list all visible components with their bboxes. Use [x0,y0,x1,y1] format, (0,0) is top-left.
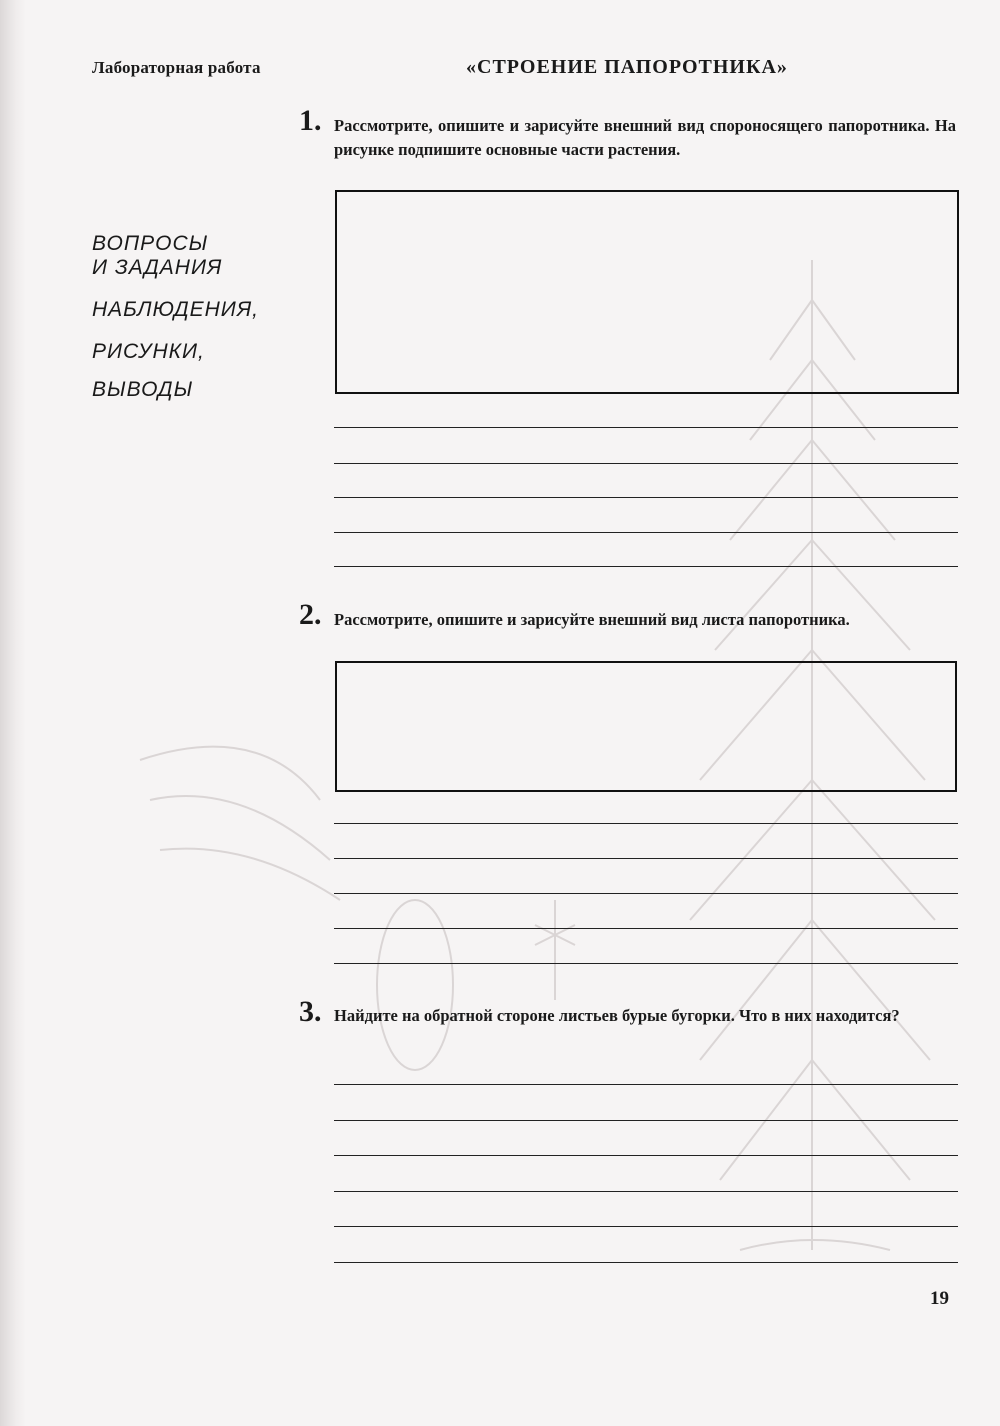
task-3-answer-line[interactable] [334,1084,958,1085]
task-1-answer-line[interactable] [334,532,958,533]
task-3-answer-line[interactable] [334,1155,958,1156]
task-2-text: Рассмотрите, опишите и зарисуйте внешний вид листа папоротника. [334,610,850,629]
task-1-drawing-box[interactable] [335,190,959,394]
page-spine-shadow [0,0,26,1426]
sidebar-questions-label: ВОПРОСЫ [92,232,209,255]
task-1-number: 1. [299,104,322,137]
task-3-text: Найдите на обратной стороне листьев бурые бугорки. Что в них находится? [334,1006,900,1025]
task-3-number: 3. [299,995,322,1028]
lab-work-label: Лабораторная работа [92,58,261,77]
task-1-answer-line[interactable] [334,427,958,428]
task-2-answer-line[interactable] [334,893,958,894]
task-3-answer-line[interactable] [334,1226,958,1227]
task-2-answer-line[interactable] [334,928,958,929]
task-2-drawing-box[interactable] [335,661,957,792]
task-1-answer-line[interactable] [334,566,958,567]
task-3-answer-line[interactable] [334,1191,958,1192]
task-1-answer-line[interactable] [334,497,958,498]
sidebar-drawings-label: РИСУНКИ, [92,340,205,363]
task-2-answer-line[interactable] [334,858,958,859]
page-number: 19 [930,1288,949,1309]
sidebar-observations-label: НАБЛЮДЕНИЯ, [92,298,259,321]
task-3-answer-line[interactable] [334,1120,958,1121]
task-1-answer-line[interactable] [334,463,958,464]
task-3-answer-line[interactable] [334,1262,958,1263]
task-2-answer-line[interactable] [334,963,958,964]
task-2-answer-line[interactable] [334,823,958,824]
lab-work-title: «СТРОЕНИЕ ПАПОРОТНИКА» [466,56,788,78]
task-1-text: Рассмотрите, опишите и зарисуйте внешний вид спороносящего папоротника. На рисунке подпишите основные части растения. [334,116,956,159]
sidebar-tasks-label: И ЗАДАНИЯ [92,256,223,279]
task-2-number: 2. [299,598,322,631]
sidebar-conclusions-label: ВЫВОДЫ [92,378,194,401]
